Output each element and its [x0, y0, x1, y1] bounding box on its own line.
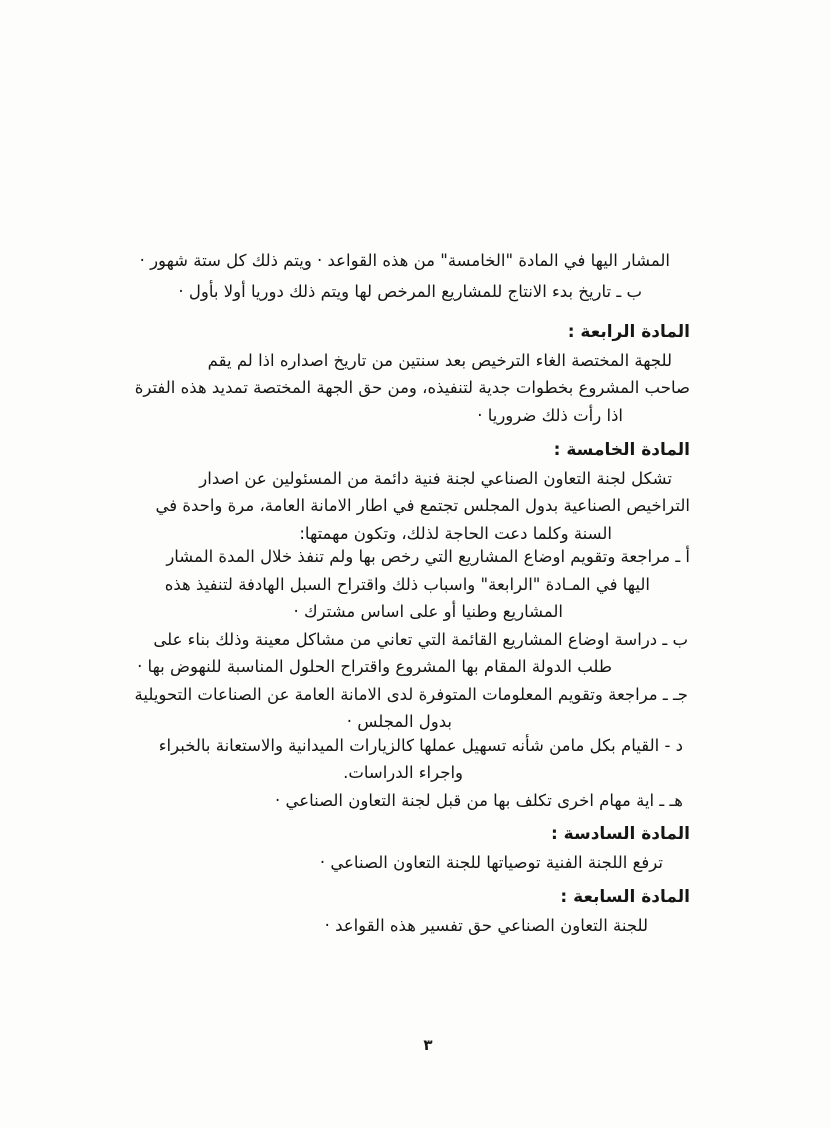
article-5-line-3: السنة وكلما دعت الحاجة لذلك، وتكون مهمتها: [299, 523, 612, 543]
page-number: ٣ [423, 1036, 433, 1054]
article-5-item-c-line-2: بدول المجلس · [346, 712, 452, 731]
article-5-line-2: التراخيص الصناعية بدول المجلس تجتمع في اطار الامانة العامة، مرة واحدة في [155, 496, 690, 515]
article-6-heading: المادة السادسة : [550, 824, 690, 844]
intro-item-b-line: ب ـ تاريخ بدء الانتاج للمشاريع المرخص لها ويتم ذلك دوريا أولا بأول · [178, 281, 642, 301]
article-4-heading: المادة الرابعة : [567, 322, 690, 342]
article-5-item-a-line-2: اليها في المـادة "الرابعة" واسباب ذلك واقتراح السبل الهادفة لتنفيذ هذه [164, 574, 650, 594]
article-5-item-c-line-1: جـ ـ مراجعة وتقويم المعلومات المتوفرة لدى الامانة العامة عن الصناعات التحويلية [134, 684, 688, 704]
intro-continuation-line-1: المشار اليها في المادة "الخامسة" من هذه القواعد · ويتم ذلك كل ستة شهور · [139, 251, 670, 270]
article-7-heading: المادة السابعة : [560, 887, 690, 907]
article-4-line-2: صاحب المشروع بخطوات جدية لتنفيذه، ومن حق الجهة المختصة تمديد هذه الفترة [134, 378, 690, 397]
article-5-item-a-line-3: المشاريع وطنيا أو على اساس مشترك · [293, 602, 563, 621]
article-5-item-b-line-1: ب ـ دراسة اوضاع المشاريع القائمة التي تعاني من مشاكل معينة وذلك بناء على [153, 629, 688, 649]
article-7-line-1: للجنة التعاون الصناعي حق تفسير هذه القواعد · [324, 915, 648, 935]
article-5-item-a-line-1: أ ـ مراجعة وتقويم اوضاع المشاريع التي رخص بها ولم تنفذ خلال المدة المشار [166, 547, 690, 566]
document-text-block [134, 247, 690, 939]
article-4-line-3: اذا رأت ذلك ضروريا · [477, 405, 623, 425]
article-5-item-d-line-2: واجراء الدراسات. [343, 763, 463, 782]
article-4-line-1: للجهة المختصة الغاء الترخيص بعد سنتين من تاريخ اصداره اذا لم يقم [207, 350, 672, 370]
article-5-item-e-line-1: هـ ـ اية مهام اخرى تكلف بها من قبل لجنة التعاون الصناعي · [275, 790, 683, 810]
article-5-heading: المادة الخامسة : [553, 440, 690, 460]
article-5-item-d-line-1: د - القيام بكل مامن شأنه تسهيل عملها كالزيارات الميدانية والاستعانة بالخبراء [158, 735, 683, 755]
article-5-item-b-line-2: طلب الدولة المقام بها المشروع واقتراح الحلول المناسبة للنهوض بها · [137, 657, 612, 676]
article-5-line-1: تشكل لجنة التعاون الصناعي لجنة فنية دائمة من المسئولين عن اصدار [199, 468, 672, 488]
article-6-line-1: ترفع اللجنة الفنية توصياتها للجنة التعاون الصناعي · [319, 852, 663, 872]
